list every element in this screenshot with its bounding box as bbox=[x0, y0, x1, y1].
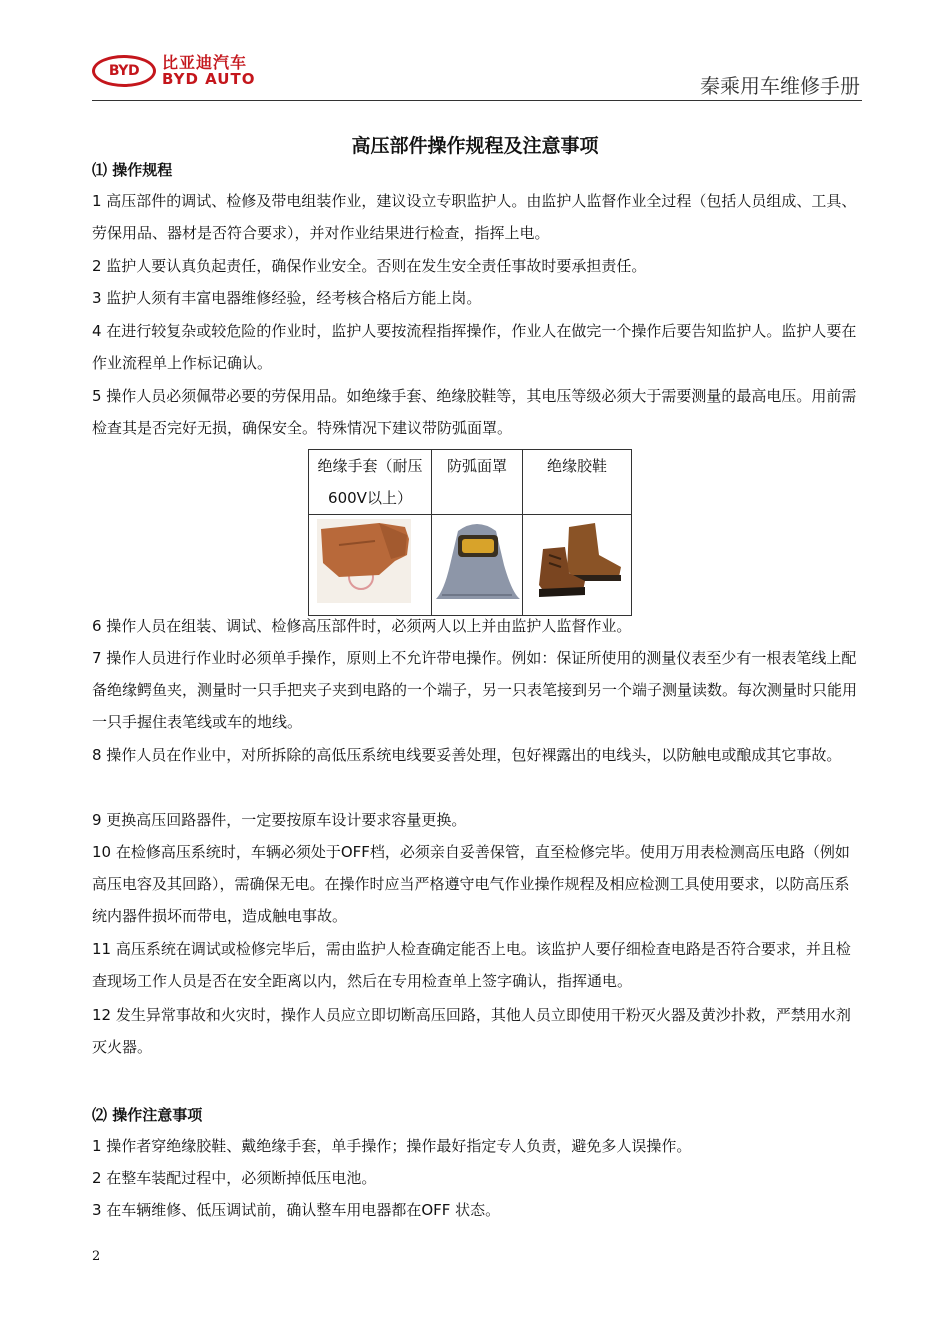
logo-en: BYD AUTO bbox=[162, 70, 256, 88]
procedure-item: 4 在进行较复杂或较危险的作业时，监护人要按流程指挥操作，作业人在做完一个操作后要告知监护人。监护人要在作业流程单上作标记确认。 bbox=[92, 322, 857, 372]
procedure-item: 10 在检修高压系统时，车辆必须处于OFF档，必须亲自妥善保管，直至检修完毕。使用万用表检测高压电路（例如高压电容及其回路），需确保无电。在操作时应当严格遵守电气作业操作规程及相应检测工具使用要求，以防高压系统内器件损坏而带电，造成触电事故。 bbox=[92, 843, 850, 925]
procedure-item: 7 操作人员进行作业时必须单手操作，原则上不允许带电操作。例如：保证所使用的测量仪表至少有一根表笔线上配备绝缘鳄鱼夹，测量时一只手把夹子夹到电路的一个端子，另一只表笔接到另一个端子测量读数。每次测量时只能用一只手握住表笔线或车的地线。 bbox=[92, 649, 858, 731]
procedure-item: 1 高压部件的调试、检修及带电组装作业，建议设立专职监护人。由监护人监督作业全过程（包括人员组成、工具、劳保用品、器材是否符合要求），并对作业结果进行检查，指挥上电。 bbox=[92, 192, 857, 242]
procedure-item: 8 操作人员在作业中，对所拆除的高低压系统电线要妥善处理，包好裸露出的电线头，以防触电或酿成其它事故。 bbox=[92, 746, 842, 764]
logo-cn: 比亚迪汽车 bbox=[162, 53, 248, 72]
insulated-boots-image bbox=[523, 515, 631, 611]
procedure-item: 6 操作人员在组装、调试、检修高压部件时，必须两人以上并由监护人监督作业。 bbox=[92, 617, 632, 635]
ppe-header-face-shield-text: 防弧面罩 bbox=[446, 457, 507, 475]
precaution-item: 1 操作者穿绝缘胶鞋、戴绝缘手套，单手操作；操作最好指定专人负责，避免多人误操作。 bbox=[92, 1137, 692, 1155]
procedure-item: 12 发生异常事故和火灾时，操作人员应立即切断高压回路，其他人员立即使用干粉灭火器及黄沙扑救，严禁用水剂灭火器。 bbox=[92, 1006, 851, 1056]
arc-face-shield-image bbox=[432, 515, 522, 611]
procedure-item: 11 高压系统在调试或检修完毕后，需由监护人检查确定能否上电。该监护人要仔细检查电路是否符合要求，并且检查现场工作人员是否在安全距离以内，然后在专用检查单上签字确认，指挥通电。 bbox=[92, 940, 851, 990]
byd-logo bbox=[92, 54, 255, 88]
ppe-header-face-shield bbox=[432, 450, 523, 515]
procedure-item: 5 操作人员必须佩带必要的劳保用品。如绝缘手套、绝缘胶鞋等，其电压等级必须大于需要测量的最高电压。用前需检查其是否完好无损，确保安全。特殊情况下建议带防弧面罩。 bbox=[92, 387, 857, 437]
ppe-header-boots-text: 绝缘胶鞋 bbox=[546, 457, 607, 475]
procedure-item: 2 监护人要认真负起责任，确保作业安全。否则在发生安全责任事故时要承担责任。 bbox=[92, 257, 647, 275]
insulated-glove-image bbox=[309, 515, 431, 611]
face-shield-image-cell bbox=[432, 515, 523, 616]
procedure-item: 9 更换高压回路器件，一定要按原车设计要求容量更换。 bbox=[92, 811, 467, 829]
procedure-item: 3 监护人须有丰富电器维修经验，经考核合格后方能上岗。 bbox=[92, 289, 482, 307]
manual-title: 秦乘用车维修手册 bbox=[700, 74, 860, 98]
byd-logo-text bbox=[162, 54, 255, 88]
section-heading-procedures: ⑴ 操作规程 bbox=[92, 161, 173, 179]
boots-image-cell bbox=[523, 515, 632, 616]
ppe-header-gloves-text: 绝缘手套（耐压600V以上） bbox=[317, 457, 423, 507]
page-number: 2 bbox=[92, 1249, 101, 1264]
section-heading-precautions: ⑵ 操作注意事项 bbox=[92, 1106, 203, 1124]
document-title: 高压部件操作规程及注意事项 bbox=[351, 135, 599, 157]
ppe-header-boots bbox=[523, 450, 632, 515]
page-header bbox=[92, 50, 862, 101]
byd-logo-mark: BYD bbox=[92, 55, 156, 87]
precaution-item: 3 在车辆维修、低压调试前，确认整车用电器都在OFF 状态。 bbox=[92, 1201, 501, 1219]
ppe-header-gloves bbox=[309, 450, 432, 515]
ppe-table bbox=[308, 449, 632, 616]
glove-image-cell bbox=[309, 515, 432, 616]
precaution-item: 2 在整车装配过程中，必须断掉低压电池。 bbox=[92, 1169, 377, 1187]
